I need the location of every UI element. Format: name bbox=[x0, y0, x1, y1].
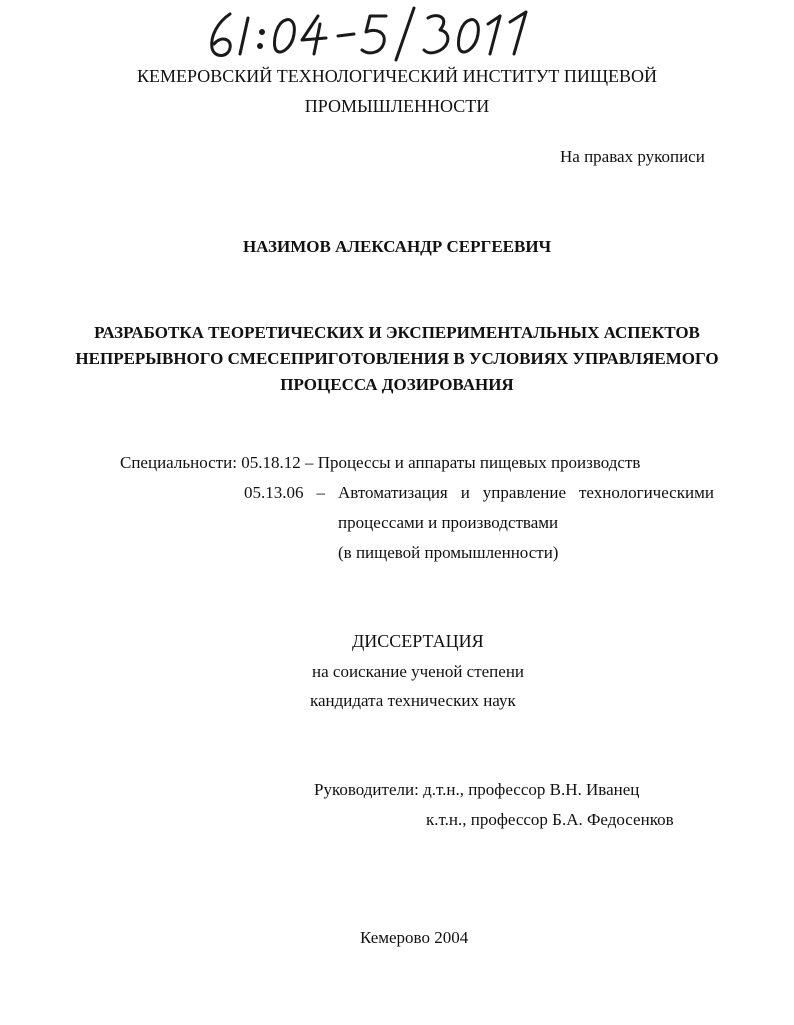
supervisor-1: д.т.н., профессор В.Н. Иванец bbox=[423, 780, 640, 799]
handwritten-code-signature bbox=[200, 4, 540, 64]
specialties-label: Специальности: bbox=[120, 453, 237, 472]
specialty-1: 05.18.12 – Процессы и аппараты пищевых производств bbox=[241, 453, 641, 472]
specialties-row-1 bbox=[120, 453, 640, 473]
city-year: Кемерово 2004 bbox=[360, 928, 469, 947]
specialty-2-line-3: (в пищевой промышленности) bbox=[338, 543, 559, 562]
specialty-2-code: 05.13.06 bbox=[244, 483, 304, 502]
specialty-2-word: – bbox=[316, 483, 325, 502]
title-line-2: НЕПРЕРЫВНОГО СМЕСЕПРИГОТОВЛЕНИЯ В УСЛОВИЯХ УПРАВЛЯЕМОГО bbox=[75, 349, 719, 368]
title-line-1: РАЗРАБОТКА ТЕОРЕТИЧЕСКИХ И ЭКСПЕРИМЕНТАЛЬНЫХ АСПЕКТОВ bbox=[94, 323, 700, 342]
specialty-2-word: технологическими bbox=[578, 483, 714, 502]
specialty-2-word: и bbox=[460, 483, 470, 502]
dissertation-heading: ДИССЕРТАЦИЯ bbox=[352, 631, 484, 651]
title-line-3: ПРОЦЕССА ДОЗИРОВАНИЯ bbox=[280, 375, 514, 394]
supervisor-2: к.т.н., профессор Б.А. Федосенков bbox=[426, 810, 674, 829]
institute-line-2: ПРОМЫШЛЕННОСТИ bbox=[304, 96, 490, 116]
dissertation-line-2: кандидата технических наук bbox=[310, 691, 516, 710]
specialty-2-line-1 bbox=[244, 483, 714, 503]
supervisors-label: Руководители: bbox=[314, 780, 419, 799]
specialty-2-line-2: процессами и производствами bbox=[338, 513, 559, 532]
manuscript-note: На правах рукописи bbox=[560, 147, 705, 166]
specialty-2-word: Автоматизация bbox=[337, 483, 448, 502]
author-name: НАЗИМОВ АЛЕКСАНДР СЕРГЕЕВИЧ bbox=[242, 237, 552, 256]
specialty-2-word: управление bbox=[482, 483, 567, 502]
dissertation-line-1: на соискание ученой степени bbox=[312, 662, 525, 681]
institute-line-1: КЕМЕРОВСКИЙ ТЕХНОЛОГИЧЕСКИЙ ИНСТИТУТ ПИЩЕВОЙ bbox=[136, 66, 658, 86]
supervisors-row-1 bbox=[314, 780, 639, 800]
